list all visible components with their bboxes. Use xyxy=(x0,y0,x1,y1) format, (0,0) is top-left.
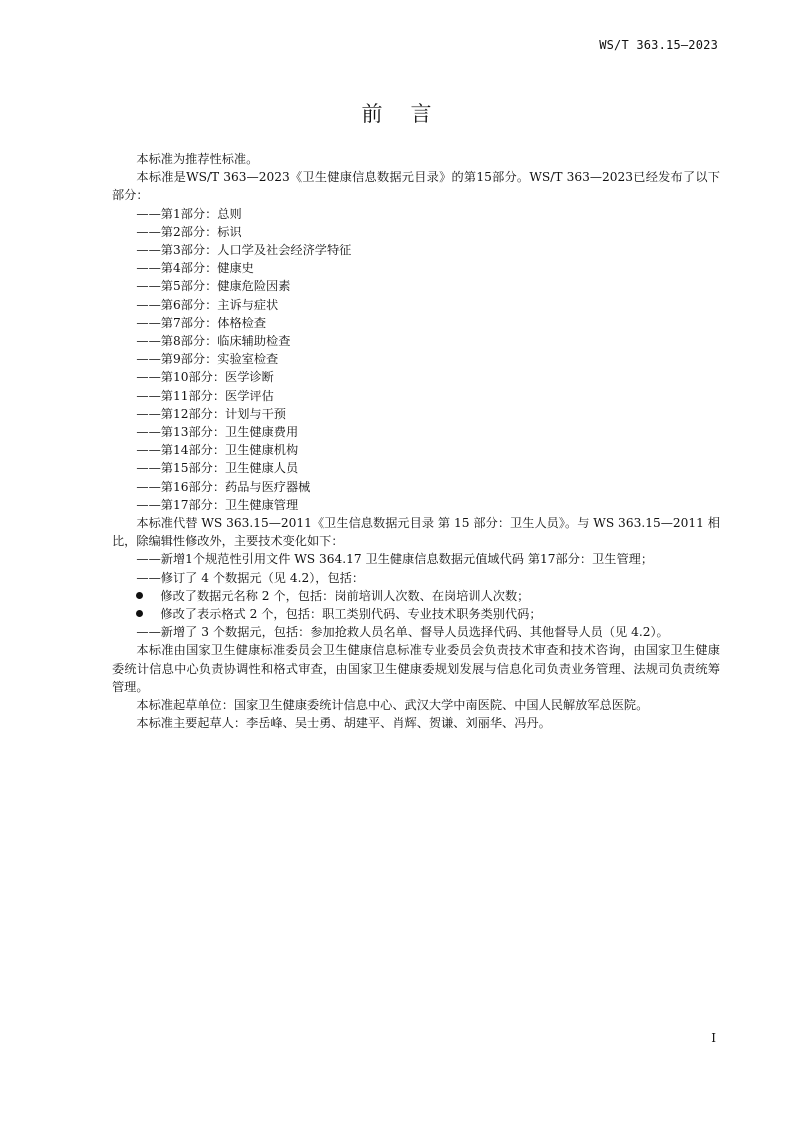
list-item: ——第12部分：计划与干预 xyxy=(136,406,286,421)
bullet-text: 修改了数据元名称 2 个，包括：岗前培训人次数、在岗培训人次数； xyxy=(160,588,530,603)
parts-list xyxy=(112,205,720,514)
list-item: ——第1部分：总则 xyxy=(136,206,242,221)
page-number: I xyxy=(711,1031,716,1045)
replacement-paragraph: 本标准代替 WS 363.15—2011《卫生信息数据元目录 第 15 部分：卫生人员》。与 WS 363.15—2011 相比，除编辑性修改外，主要技术变化如下： xyxy=(112,516,720,549)
list-item: ——第3部分：人口学及社会经济学特征 xyxy=(136,243,352,258)
list-item: ——第6部分：主诉与症状 xyxy=(136,297,279,312)
drafters-paragraph: 本标准主要起草人：李岳峰、吴士勇、胡建平、肖辉、贺谦、刘丽华、冯丹。 xyxy=(136,716,551,731)
bullet-text: 修改了表示格式 2 个，包括：职工类别代码、专业技术职务类别代码； xyxy=(160,607,542,622)
bullet-item xyxy=(112,605,720,623)
bullet-item xyxy=(112,587,720,605)
bullet-dot-icon xyxy=(136,610,143,617)
list-item: ——第10部分：医学诊断 xyxy=(136,370,274,385)
bullet-dot-icon xyxy=(136,592,143,599)
changes-list xyxy=(112,550,720,641)
list-item: ——第8部分：临床辅助检查 xyxy=(136,334,291,349)
list-item: ——第17部分：卫生健康管理 xyxy=(136,497,299,512)
intro-paragraph-2: 本标准是WS/T 363—2023《卫生健康信息数据元目录》的第15部分。WS/T 363—2023已经发布了以下部分： xyxy=(112,170,720,203)
page-title: 前言 xyxy=(361,102,460,126)
list-item: ——第14部分：卫生健康机构 xyxy=(136,443,299,458)
change-item-new-reference: ——新增1个规范性引用文件 WS 364.17 卫生健康信息数据元值域代码 第17部分：卫生管理； xyxy=(136,552,654,567)
foreword-body xyxy=(112,150,720,733)
drafting-units-paragraph: 本标准起草单位：国家卫生健康委统计信息中心、武汉大学中南医院、中国人民解放军总医院。 xyxy=(136,698,649,713)
list-item: ——第13部分：卫生健康费用 xyxy=(136,425,299,440)
responsibility-paragraph: 本标准由国家卫生健康标准委员会卫生健康信息标准专业委员会负责技术审查和技术咨询，由国家卫生健康委统计信息中心负责协调性和格式审查，由国家卫生健康委规划发展与信息化司负责业务管理、法规司负责统筹管理。 xyxy=(112,643,720,694)
list-item: ——第5部分：健康危险因素 xyxy=(136,279,291,294)
list-item: ——第15部分：卫生健康人员 xyxy=(136,461,299,476)
list-item: ——第2部分：标识 xyxy=(136,224,242,239)
list-item: ——第11部分：医学评估 xyxy=(136,388,274,403)
list-item: ——第9部分：实验室检查 xyxy=(136,352,279,367)
change-item-modified: ——修订了 4 个数据元（见 4.2），包括： xyxy=(136,570,365,585)
list-item: ——第16部分：药品与医疗器械 xyxy=(136,479,311,494)
standard-code-header: WS/T 363.15—2023 xyxy=(599,38,718,52)
list-item: ——第7部分：体格检查 xyxy=(136,315,267,330)
intro-paragraph-1: 本标准为推荐性标准。 xyxy=(136,152,259,166)
change-item-added: ——新增了 3 个数据元，包括：参加抢救人员名单、督导人员选择代码、其他督导人员（见 4.2）。 xyxy=(136,625,669,640)
list-item: ——第4部分：健康史 xyxy=(136,261,254,276)
